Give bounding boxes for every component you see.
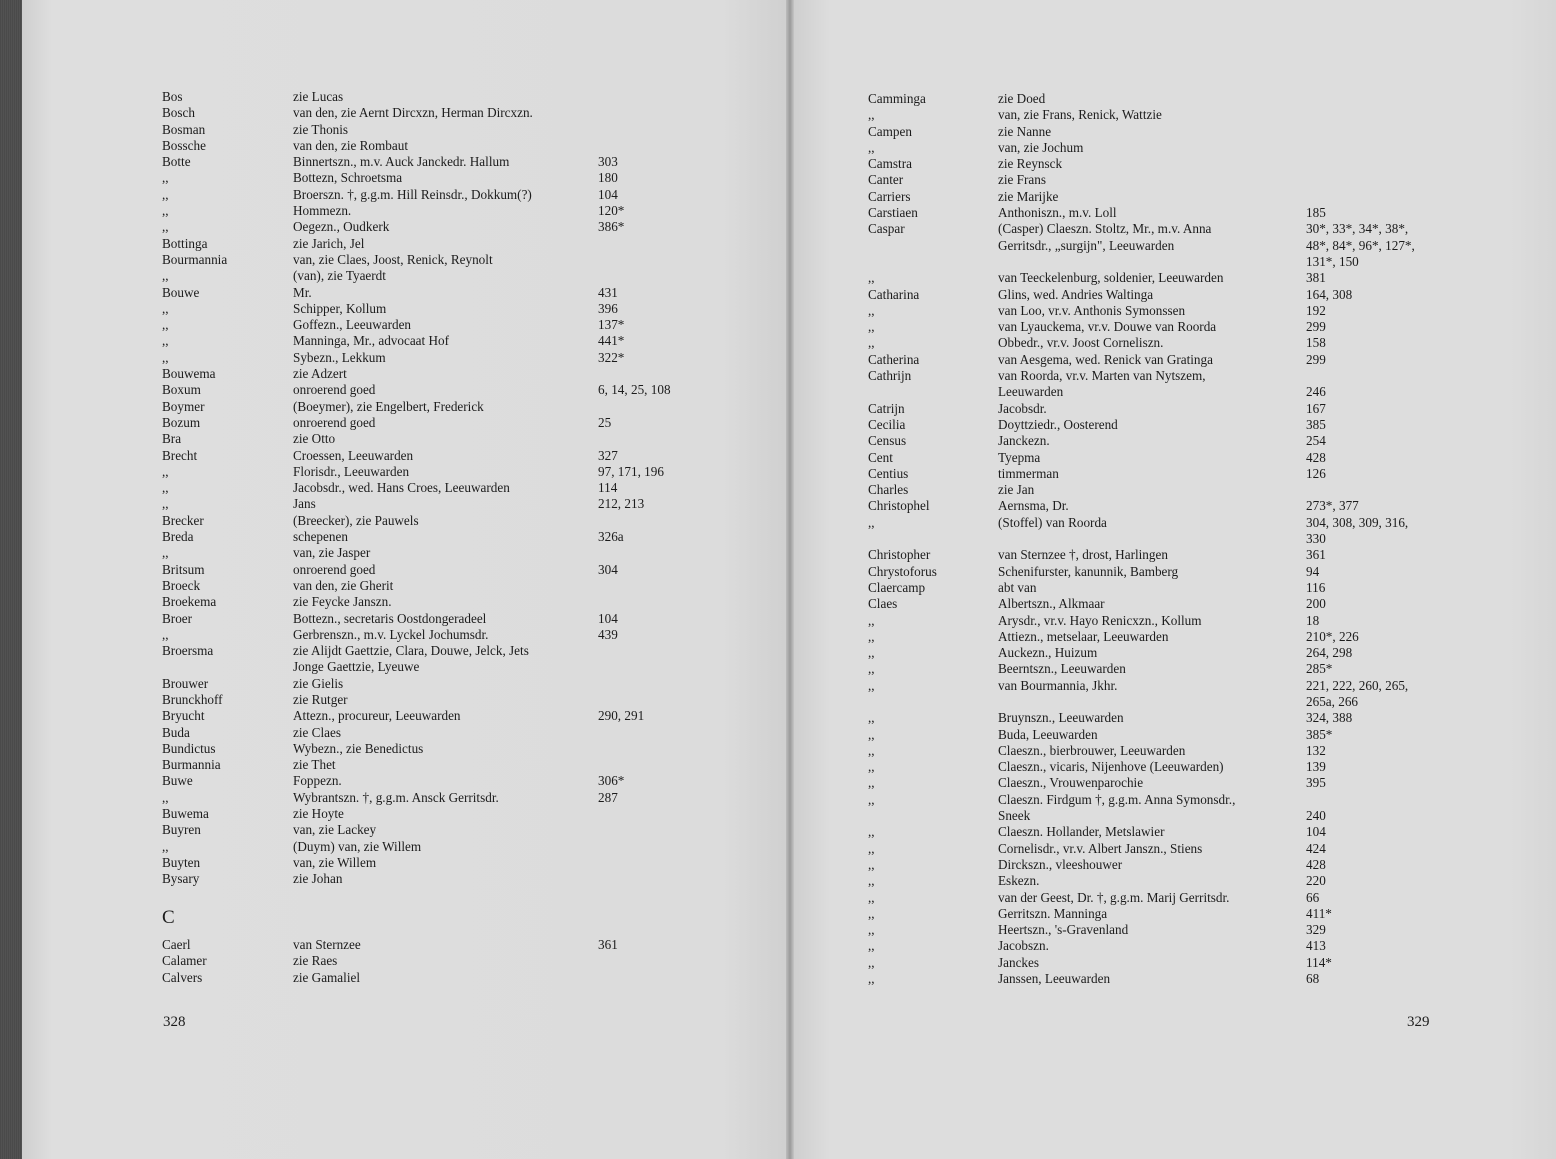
entry-description: Bruynszn., Leeuwarden [998, 710, 1124, 726]
entry-description: zie Lucas [293, 89, 344, 104]
entry-description: zie Gielis [293, 675, 344, 691]
entry-name: Bottinga [162, 235, 208, 251]
entry-pages: 304 [598, 561, 618, 577]
entry-pages: 299 [1306, 319, 1326, 335]
entry-description: Claeszn. Firdgum †, g.g.m. Anna Symonsdr., [998, 791, 1236, 807]
entry-description: Claeszn. Hollander, Metslawier [998, 824, 1165, 840]
entry-name: Brouwer [162, 675, 209, 691]
entry-description: timmerman [998, 465, 1059, 481]
entry-description: Glins, wed. Andries Waltinga [998, 286, 1154, 302]
entry-pages: 264, 298 [1306, 645, 1353, 661]
entry-name: ,, [162, 219, 169, 235]
entry-pages: 299 [1306, 351, 1326, 367]
entry-pages: 158 [1306, 335, 1326, 351]
entry-name: Caspar [868, 221, 905, 237]
entry-name: Carriers [868, 188, 911, 204]
entry-description: van der Geest, Dr. †, g.g.m. Marij Gerritsdr. [998, 889, 1230, 905]
entry-description: zie Marijke [998, 188, 1059, 204]
entry-pages: 132 [1306, 742, 1326, 758]
entry-name: Broeck [162, 577, 201, 593]
entry-description: abt van [998, 579, 1037, 595]
entry-description: Anthoniszn., m.v. Loll [998, 205, 1117, 221]
entry-name: Bos [162, 89, 183, 104]
entry-name: ,, [162, 789, 169, 805]
entry-name: ,, [868, 645, 875, 661]
entry-name: ,, [162, 545, 169, 561]
entry-pages: 114* [1306, 954, 1332, 970]
entry-description: Bottezn., secretaris Oostdongeradeel [293, 610, 487, 626]
entry-description: van Sternzee †, drost, Harlingen [998, 547, 1168, 563]
entry-description: zie Adzert [293, 366, 347, 382]
entry-name: Camstra [868, 156, 912, 172]
entry-name: ,, [868, 319, 875, 335]
entry-name: ,, [162, 170, 169, 186]
entry-pages: 381 [1306, 270, 1326, 286]
entry-name: ,, [868, 335, 875, 351]
entry-name: ,, [162, 626, 169, 642]
entry-name: Canter [868, 172, 904, 188]
entry-description: van, zie Lackey [293, 822, 377, 838]
entry-pages: 254 [1306, 433, 1326, 449]
entry-description: van, zie Jasper [293, 545, 371, 561]
entry-pages: 304, 308, 309, 316, [1306, 514, 1409, 530]
entry-description: Florisdr., Leeuwarden [293, 463, 410, 479]
entry-name: Britsum [162, 561, 205, 577]
entry-name: ,, [868, 514, 875, 530]
entry-pages: 97, 171, 196 [598, 463, 664, 479]
entry-description: zie Feycke Janszn. [293, 594, 392, 610]
entry-description: Jans [293, 496, 316, 512]
entry-description: Attezn., procureur, Leeuwarden [293, 708, 461, 724]
entry-description: Oegezn., Oudkerk [293, 219, 390, 235]
entry-pages: 126 [1306, 465, 1326, 481]
entry-pages: 167 [1306, 400, 1326, 416]
entry-description: Wybezn., zie Benedictus [293, 740, 424, 756]
entry-pages: 137* [598, 317, 625, 333]
entry-name: Cent [868, 449, 893, 465]
entry-description: van Teeckelenburg, soldenier, Leeuwarden [998, 270, 1224, 286]
entry-pages: 428 [1306, 449, 1326, 465]
entry-name: Campen [868, 123, 912, 139]
entry-description: zie Gamaliel [293, 969, 360, 985]
book-gutter [786, 0, 794, 1159]
entry-name: Burmannia [162, 757, 221, 773]
entry-pages: 396 [598, 300, 618, 316]
section-letter-c: C [162, 907, 175, 928]
entry-name: Cathrijn [868, 368, 912, 384]
entry-description: Foppezn. [293, 773, 342, 789]
entry-description: zie Claes [293, 724, 341, 740]
entry-name: ,, [162, 463, 169, 479]
entry-pages: 413 [1306, 938, 1326, 954]
entry-name: ,, [868, 302, 875, 318]
entry-description: Janssen, Leeuwarden [998, 971, 1111, 987]
entry-description: van Roorda, vr.v. Marten van Nytszem, [998, 368, 1206, 384]
entry-description: zie Raes [293, 953, 338, 969]
entry-description: zie Doed [998, 91, 1046, 106]
entry-pages: 273*, 377 [1306, 498, 1359, 514]
entry-pages: 120* [598, 203, 625, 219]
entry-name: Camminga [868, 91, 926, 106]
left-page [22, 0, 790, 1159]
entry-description: zie Rutger [293, 691, 348, 707]
entry-pages: 180 [598, 170, 618, 186]
entry-name: Buda [162, 724, 190, 740]
entry-pages: 114 [598, 480, 618, 496]
entry-name: Claes [868, 596, 898, 612]
entry-description: zie Jan [998, 482, 1035, 498]
entry-name: ,, [868, 791, 875, 807]
entry-pages: 330 [1306, 531, 1326, 547]
entry-pages: 131*, 150 [1306, 253, 1359, 269]
entry-name: ,, [868, 840, 875, 856]
entry-pages: 30*, 33*, 34*, 38*, [1306, 221, 1409, 237]
entry-pages: 66 [1306, 889, 1320, 905]
entry-name: ,, [868, 856, 875, 872]
entry-name: Broekema [162, 594, 217, 610]
entry-description: (van), zie Tyaerdt [293, 268, 386, 284]
entry-name: Botte [162, 154, 191, 170]
entry-description: van, zie Willem [293, 854, 377, 870]
entry-name: ,, [868, 873, 875, 889]
page-number-left: 328 [163, 1014, 186, 1030]
entry-name: Bozum [162, 414, 201, 430]
entry-name: ,, [868, 954, 875, 970]
entry-name: Centius [868, 465, 909, 481]
entry-name: Boxum [162, 382, 201, 398]
book-edge [0, 0, 22, 1159]
entry-pages: 116 [1306, 579, 1326, 595]
entry-pages: 361 [598, 937, 618, 952]
entry-name: ,, [162, 317, 169, 333]
entry-pages: 68 [1306, 971, 1320, 987]
entry-pages: 395 [1306, 775, 1326, 791]
entry-pages: 424 [1306, 840, 1326, 856]
entry-name: Caerl [162, 937, 191, 952]
entry-name: Bouwema [162, 366, 216, 382]
entry-pages: 210*, 226 [1306, 628, 1359, 644]
entry-pages: 18 [1306, 612, 1320, 628]
entry-description: Leeuwarden [998, 384, 1064, 400]
entry-pages: 326a [598, 529, 624, 545]
entry-description: Beerntszn., Leeuwarden [998, 661, 1126, 677]
entry-description: van, zie Frans, Renick, Wattzie [998, 107, 1162, 123]
entry-name: Christophel [868, 498, 930, 514]
entry-description: (Boeymer), zie Engelbert, Frederick [293, 398, 484, 414]
entry-pages: 104 [598, 186, 618, 202]
entry-description: Jacobszn. [998, 938, 1049, 954]
entry-name: ,, [868, 139, 875, 155]
entry-pages: 200 [1306, 596, 1326, 612]
entry-description: van Lyauckema, vr.v. Douwe van Roorda [998, 319, 1217, 335]
entry-description: (Stoffel) van Roorda [998, 514, 1107, 530]
entry-description: Gerritszn. Manninga [998, 905, 1108, 921]
entry-name: ,, [868, 710, 875, 726]
entry-description: Broerszn. †, g.g.m. Hill Reinsdr., Dokkum(?) [293, 186, 532, 202]
entry-pages: 431 [598, 284, 618, 300]
entry-name: Claercamp [868, 579, 926, 595]
entry-pages: 192 [1306, 302, 1326, 318]
entry-name: Broersma [162, 643, 214, 659]
entry-name: ,, [868, 905, 875, 921]
entry-pages: 361 [1306, 547, 1326, 563]
entry-description: zie Johan [293, 871, 343, 887]
entry-name: Calamer [162, 953, 207, 969]
entry-description: Claeszn., bierbrouwer, Leeuwarden [998, 742, 1186, 758]
entry-description: Janckes [998, 954, 1040, 970]
page-number-right: 329 [1407, 1014, 1430, 1030]
entry-name: Census [868, 433, 907, 449]
entry-name: ,, [868, 971, 875, 987]
entry-description: (Duym) van, zie Willem [293, 838, 422, 854]
entry-name: Catherina [868, 351, 920, 367]
entry-description: Heertszn., 's-Gravenland [998, 922, 1129, 938]
entry-pages: 220 [1306, 873, 1326, 889]
entry-pages: 306* [598, 773, 625, 789]
entry-description: van Bourmannia, Jkhr. [998, 677, 1118, 693]
entry-description: van Aesgema, wed. Renick van Gratinga [998, 351, 1213, 367]
entry-name: Buwema [162, 806, 209, 822]
entry-name: ,, [162, 186, 169, 202]
entry-description: zie Reynsck [998, 156, 1063, 172]
entry-description: (Casper) Claeszn. Stoltz, Mr., m.v. Anna [998, 221, 1212, 237]
entry-description: van, zie Claes, Joost, Renick, Reynolt [293, 251, 493, 267]
entry-description: schepenen [293, 529, 348, 545]
entry-description: Jacobsdr. [998, 400, 1047, 416]
entry-description: Janckezn. [998, 433, 1050, 449]
entry-pages: 240 [1306, 808, 1326, 824]
entry-name: ,, [162, 480, 169, 496]
entry-name: ,, [868, 938, 875, 954]
entry-name: ,, [868, 628, 875, 644]
entry-description: Binnertszn., m.v. Auck Janckedr. Hallum [293, 154, 510, 170]
entry-name: ,, [162, 838, 169, 854]
entry-pages: 164, 308 [1306, 286, 1353, 302]
entry-name: Calvers [162, 969, 203, 985]
entry-name: Bourmannia [162, 251, 228, 267]
entry-name: ,, [868, 922, 875, 938]
entry-name: Charles [868, 482, 909, 498]
entry-pages: 104 [598, 610, 618, 626]
entry-name: Broer [162, 610, 193, 626]
entry-pages: 48*, 84*, 96*, 127*, [1306, 237, 1415, 253]
entry-pages: 212, 213 [598, 496, 645, 512]
entry-name: ,, [868, 824, 875, 840]
entry-pages: 94 [1306, 563, 1320, 579]
entry-description: Tyepma [998, 449, 1041, 465]
entry-pages: 428 [1306, 856, 1326, 872]
entry-name: Catharina [868, 286, 920, 302]
entry-description: van den, zie Gherit [293, 577, 394, 593]
entry-name: ,, [868, 742, 875, 758]
entry-description: Claeszn., vicaris, Nijenhove (Leeuwarden) [998, 759, 1224, 775]
entry-name: Bossche [162, 137, 206, 153]
entry-description: van den, zie Aernt Dircxzn, Herman Dircxzn. [293, 105, 533, 121]
entry-name: Boymer [162, 398, 205, 414]
entry-name: ,, [868, 759, 875, 775]
entry-description: Sneek [998, 808, 1031, 824]
entry-pages: 327 [598, 447, 618, 463]
entry-pages: 285* [1306, 661, 1333, 677]
entry-name: Buyren [162, 822, 201, 838]
entry-name: ,, [162, 268, 169, 284]
entry-description: Schipper, Kollum [293, 300, 387, 316]
entry-name: Bra [162, 431, 182, 447]
entry-name: Bundictus [162, 740, 216, 756]
entry-name: Bouwe [162, 284, 200, 300]
entry-description: Dirckszn., vleeshouwer [998, 856, 1123, 872]
entry-description: Manninga, Mr., advocaat Hof [293, 333, 450, 349]
entry-pages: 139 [1306, 759, 1326, 775]
entry-pages: 386* [598, 219, 625, 235]
entry-pages: 322* [598, 349, 625, 365]
entry-description: van den, zie Rombaut [293, 137, 408, 153]
entry-name: Catrijn [868, 400, 905, 416]
entry-name: Bysary [162, 871, 200, 887]
entry-description: zie Otto [293, 431, 336, 447]
entry-description: zie Alijdt Gaettzie, Clara, Douwe, Jelck, Jets [293, 643, 529, 659]
entry-name: ,, [162, 349, 169, 365]
entry-name: ,, [162, 300, 169, 316]
entry-description: Auckezn., Huizum [998, 645, 1098, 661]
entry-name: ,, [868, 612, 875, 628]
entry-name: Brecht [162, 447, 198, 463]
entry-pages: 439 [598, 626, 618, 642]
entry-description: Mr. [293, 284, 312, 300]
entry-description: Gerbrenszn., m.v. Lyckel Jochumsdr. [293, 626, 489, 642]
entry-name: Bosman [162, 121, 206, 137]
entry-pages: 303 [598, 154, 618, 170]
entry-pages: 25 [598, 414, 612, 430]
entry-pages: 411* [1306, 905, 1332, 921]
entry-pages: 287 [598, 789, 618, 805]
entry-description: Croessen, Leeuwarden [293, 447, 414, 463]
entry-name: ,, [868, 107, 875, 123]
entry-description: Schenifurster, kanunnik, Bamberg [998, 563, 1179, 579]
entry-description: Claeszn., Vrouwenparochie [998, 775, 1144, 791]
entry-description: Eskezn. [998, 873, 1040, 889]
entry-pages: 265a, 266 [1306, 693, 1359, 709]
entry-description: Hommezn. [293, 203, 352, 219]
entry-pages: 385* [1306, 726, 1333, 742]
entry-description: zie Thet [293, 757, 336, 773]
entry-pages: 324, 388 [1306, 710, 1353, 726]
entry-description: onroerend goed [293, 382, 376, 398]
entry-name: ,, [868, 726, 875, 742]
entry-description: Attiezn., metselaar, Leeuwarden [998, 628, 1169, 644]
entry-description: van, zie Jochum [998, 139, 1084, 155]
entry-name: Cecilia [868, 416, 906, 432]
entry-description: Jonge Gaettzie, Lyeuwe [293, 659, 420, 675]
entry-name: Chrystoforus [868, 563, 937, 579]
entry-description: Wybrantszn. †, g.g.m. Ansck Gerritsdr. [293, 789, 499, 805]
entry-description: zie Frans [998, 172, 1046, 188]
entry-name: ,, [162, 496, 169, 512]
entry-pages: 185 [1306, 205, 1326, 221]
entry-pages: 221, 222, 260, 265, [1306, 677, 1409, 693]
entry-name: ,, [868, 775, 875, 791]
entry-pages: 385 [1306, 416, 1326, 432]
entry-description: van Loo, vr.v. Anthonis Symonssen [998, 302, 1186, 318]
entry-description: Jacobsdr., wed. Hans Croes, Leeuwarden [293, 480, 510, 496]
entry-name: Buyten [162, 854, 201, 870]
entry-description: zie Jarich, Jel [293, 235, 365, 251]
entry-pages: 290, 291 [598, 708, 645, 724]
entry-description: van Sternzee [293, 937, 361, 952]
entry-description: Doyttziedr., Oosterend [998, 416, 1118, 432]
entry-description: Albertszn., Alkmaar [998, 596, 1105, 612]
entry-description: zie Thonis [293, 121, 349, 137]
entry-name: Brunckhoff [162, 691, 223, 707]
entry-pages: 329 [1306, 922, 1326, 938]
entry-pages: 441* [598, 333, 625, 349]
entry-name: ,, [162, 203, 169, 219]
entry-description: Arysdr., vr.v. Hayo Renicxzn., Kollum [998, 612, 1202, 628]
entry-description: Aernsma, Dr. [998, 498, 1069, 514]
entry-name: Buwe [162, 773, 193, 789]
entry-name: ,, [162, 333, 169, 349]
entry-description: Obbedr., vr.v. Joost Corneliszn. [998, 335, 1164, 351]
entry-description: zie Nanne [998, 123, 1052, 139]
entry-pages: 104 [1306, 824, 1326, 840]
entry-name: Brecker [162, 512, 204, 528]
entry-description: onroerend goed [293, 561, 376, 577]
entry-pages: 246 [1306, 384, 1326, 400]
entry-description: Buda, Leeuwarden [998, 726, 1098, 742]
entry-description: zie Hoyte [293, 806, 344, 822]
entry-name: Bosch [162, 105, 195, 121]
entry-name: ,, [868, 889, 875, 905]
entry-description: Bottezn, Schroetsma [293, 170, 403, 186]
entry-name: ,, [868, 677, 875, 693]
entry-name: Christopher [868, 547, 931, 563]
entry-description: onroerend goed [293, 414, 376, 430]
entry-name: ,, [868, 661, 875, 677]
entry-description: Goffezn., Leeuwarden [293, 317, 412, 333]
entry-name: Bryucht [162, 708, 205, 724]
entry-description: Gerritsdr., „surgijn", Leeuwarden [998, 237, 1175, 253]
entry-pages: 6, 14, 25, 108 [598, 382, 671, 398]
entry-description: (Breecker), zie Pauwels [293, 512, 419, 528]
entry-name: ,, [868, 270, 875, 286]
entry-description: Sybezn., Lekkum [293, 349, 386, 365]
entry-description: Cornelisdr., vr.v. Albert Janszn., Stiens [998, 840, 1203, 856]
entry-name: Breda [162, 529, 194, 545]
entry-name: Carstiaen [868, 205, 918, 221]
